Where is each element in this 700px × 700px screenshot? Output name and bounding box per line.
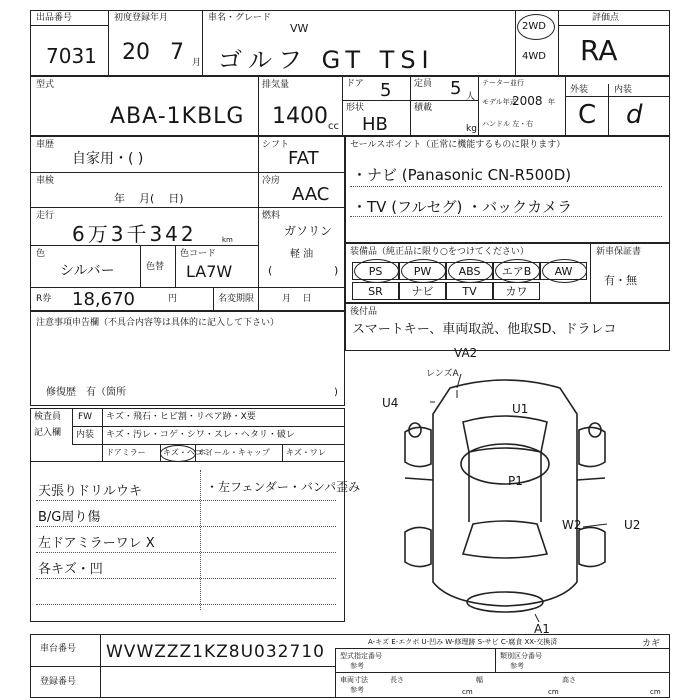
class-label: 類別区分番号 — [500, 652, 542, 660]
first-reg-year: 20 — [122, 40, 150, 65]
damage-legend: A-キズ E-エクボ U-凹み W-修理跡 S-サビ C-腐食 XX-交換済 — [368, 638, 558, 646]
interior-insp-label: 内装 — [76, 430, 95, 440]
color-label: 色 — [36, 249, 46, 259]
color-change-label: 色替 — [146, 262, 165, 272]
shape-label: 形状 — [346, 103, 365, 113]
fuel-label: 燃料 — [262, 211, 281, 221]
color-code: LA7W — [186, 262, 233, 281]
mirror-text: キズ・ヘコミ — [163, 448, 211, 457]
drive-2wd: 2WD — [522, 21, 546, 32]
equipment-circle — [495, 259, 540, 283]
note-left-2: B/G周り傷 — [38, 510, 101, 525]
first-reg-label: 初度登録年月 — [114, 13, 169, 23]
aircon: AAC — [292, 184, 330, 205]
equipment-item: PW — [399, 262, 446, 280]
usage-label: 車歴 — [36, 140, 55, 150]
equipment-circle — [354, 259, 399, 283]
wheel-text: キズ・ワレ — [286, 448, 326, 457]
capacity: 5 — [450, 78, 462, 99]
model-year: 2008 — [512, 94, 543, 108]
dims-label: 車両寸法 — [340, 676, 368, 684]
note-left-3: 左ドアミラーワレ X — [38, 536, 155, 551]
damage-mark: U2 — [624, 518, 641, 532]
damage-mark: VA2 — [454, 346, 478, 360]
model-year-label: モデル年式 — [482, 98, 517, 106]
note-left-1: 天張りドリルウキ — [38, 484, 143, 499]
equipment-item: TV — [446, 282, 493, 300]
shift: FAT — [288, 148, 319, 169]
inspection: 年 月( 日) — [114, 192, 184, 205]
interior-label: 内装 — [614, 85, 633, 95]
exterior-grade: C — [578, 100, 597, 130]
width-label: 幅 — [476, 676, 483, 684]
doors: 5 — [380, 80, 392, 101]
interior-grade: d — [626, 100, 643, 130]
damage-mark: カギ — [642, 639, 661, 649]
auction-sheet: 出品番号 7031 初度登録年月 20 7 月 車名・グレード VW ゴルフ GT TSI 2WD 4WD 評価点 RA 型式 ABA-1KBLG 排気量 1400 cc ドア 5 形状 HB 定員 5 人 積載 kg テーター並行 モデル年式 2008 年 ハンドル 左・右 外装 内装 C d 車歴 自家用・( ) シフト FAT 車検 年 月( 日) 冷房 AAC 走行 6万3千342 km 燃料 ガソリン 軽 油 ( ) 色 シルバー 色替 色コード LA7W R券 18,670 円 名変期限 月 日 セールスポイント（正常に機能するものに限ります） ・ナビ (Panasonic CN-R500D) ・TV (フルセグ) ・バックカメラ 装備品（純正品に限り○をつけてください） 新車保証書 有・無 PS PW ABS エアB AW SR ナビ TV カワ 後付品 スマートキー、車両取説、他取SD、ドラレコ 注意事項申告欄（不具合内容等は具体的に記入して下さい） 修復歴 有（箇所 ) 検査員 記入欄 FW キズ・飛石・ヒビ割・リペア跡・X要 内装 キズ・汚レ・コゲ・シワ・スレ・ヘタリ・破レ ドアミラー キズ・ヘコミ ホイール・キャップ キズ・ワレ 天張りドリルウキ B/G周り傷 左ドアミラーワレ X 各キズ・凹 ・左フェンダー・バンパ歪み VA2 レンズA U4 U1 P1 W2 U2 A1 カギ 車台番号 WVWZZZ1KZ8U032710 登録番号 A-キズ E-エクボ U-凹み W-修理跡 S-サビ C-腐食 XX-交換済 型式指定番号 参考 類別区分番号 参考 車両寸法 参考 長さ cm 幅 cm 高さ cm — [0, 0, 700, 700]
displacement-label: 排気量 — [262, 80, 290, 90]
damage-mark: U4 — [382, 396, 399, 410]
car-name: ゴルフ GT TSI — [218, 46, 435, 74]
equipment-item: ナビ — [399, 282, 446, 300]
equipment-item: PS — [352, 262, 399, 280]
usage: 自家用・( ) — [72, 151, 144, 167]
equipment-item: ABS — [446, 262, 493, 280]
mirror-circle — [160, 445, 196, 462]
chassis-label: 車台番号 — [40, 644, 77, 654]
doors-label: ドア — [346, 79, 364, 89]
first-reg-month: 7 — [170, 40, 184, 65]
fuel: ガソリン — [284, 224, 333, 238]
maker: VW — [290, 22, 309, 35]
car-name-label: 車名・グレード — [208, 13, 272, 23]
equipment-item: エアB — [493, 262, 540, 280]
lot-number-label: 出品番号 — [36, 13, 73, 23]
inspection-cert-label: 型式指定番号 — [340, 652, 382, 660]
model-label: 型式 — [36, 80, 55, 90]
recycle: 18,670 — [72, 289, 135, 310]
aftermarket-text: スマートキー、車両取説、他取SD、ドラレコ — [352, 322, 617, 337]
displacement: 1400 — [272, 104, 328, 129]
handle-label: ハンドル 左・右 — [482, 120, 534, 128]
drive-2wd-circle — [517, 14, 555, 40]
sales-point-label: セールスポイント（正常に機能するものに限ります） — [350, 140, 566, 150]
color: シルバー — [60, 263, 115, 279]
equipment-circle — [401, 259, 446, 283]
note-left-4: 各キズ・凹 — [38, 562, 103, 577]
height-label: 高さ — [562, 676, 576, 684]
note-right-1: ・左フェンダー・バンパ歪み — [206, 480, 361, 494]
damage-mark: P1 — [508, 474, 523, 488]
aircon-label: 冷房 — [262, 176, 281, 186]
length-label: 長さ — [390, 676, 404, 684]
damage-mark: U1 — [512, 402, 529, 416]
sales-point-frame — [345, 136, 670, 243]
grade: RA — [580, 34, 618, 67]
sales-point-line2: ・TV (フルセグ) ・バックカメラ — [352, 198, 573, 216]
mirror-label: ドアミラー — [106, 448, 146, 457]
fw-text: キズ・飛石・ヒビ割・リペア跡・X要 — [106, 412, 256, 422]
damage-mark: W2 — [562, 518, 582, 532]
model: ABA-1KBLG — [110, 104, 245, 129]
equipment-circle — [542, 259, 587, 283]
inspector-label2: 記入欄 — [34, 428, 62, 438]
reg-label: 登録番号 — [40, 677, 77, 687]
chassis: WVWZZZ1KZ8U032710 — [106, 642, 325, 662]
inspection-label: 車検 — [36, 176, 55, 186]
mileage: 6万3千342 — [72, 222, 197, 246]
wheel-label: ホイール・キャップ — [198, 448, 270, 457]
shape: HB — [362, 114, 388, 135]
name-change-label: 名変期限 — [218, 294, 255, 304]
aftermarket-label: 後付品 — [350, 307, 378, 317]
warranty: 有・無 — [604, 274, 637, 287]
grade-label: 評価点 — [592, 13, 620, 23]
load-label: 積載 — [414, 103, 433, 113]
repair-label: 修復歴 有（箇所 — [46, 387, 126, 398]
recycle-label: R券 — [36, 294, 52, 304]
interior-insp-text: キズ・汚レ・コゲ・シワ・スレ・ヘタリ・破レ — [106, 430, 295, 440]
equipment-circle — [448, 259, 493, 283]
equipment-item: SR — [352, 282, 399, 300]
mileage-label: 走行 — [36, 211, 55, 221]
damage-mark: レンズA — [426, 369, 459, 379]
capacity-label: 定員 — [414, 79, 433, 89]
sales-point-line1: ・ナビ (Panasonic CN-R500D) — [352, 166, 572, 184]
shift-label: シフト — [262, 140, 290, 150]
equipment-item: カワ — [493, 282, 540, 300]
notes-label: 注意事項申告欄（不具合内容等は具体的に記入して下さい） — [36, 318, 280, 328]
color-code-label: 色コード — [180, 249, 217, 259]
inspector-label1: 検査員 — [34, 412, 62, 422]
exterior-label: 外装 — [570, 85, 589, 95]
drive-4wd: 4WD — [522, 51, 546, 62]
lot-number: 7031 — [46, 44, 97, 68]
fw-label: FW — [78, 412, 93, 422]
equipment-item: AW — [540, 262, 587, 280]
light-oil: 軽 油 — [290, 249, 314, 260]
meter-label: テーター並行 — [482, 79, 524, 87]
warranty-label: 新車保証書 — [596, 247, 642, 257]
damage-mark: A1 — [534, 622, 550, 636]
equipment-label: 装備品（純正品に限り○をつけてください） — [350, 247, 529, 257]
